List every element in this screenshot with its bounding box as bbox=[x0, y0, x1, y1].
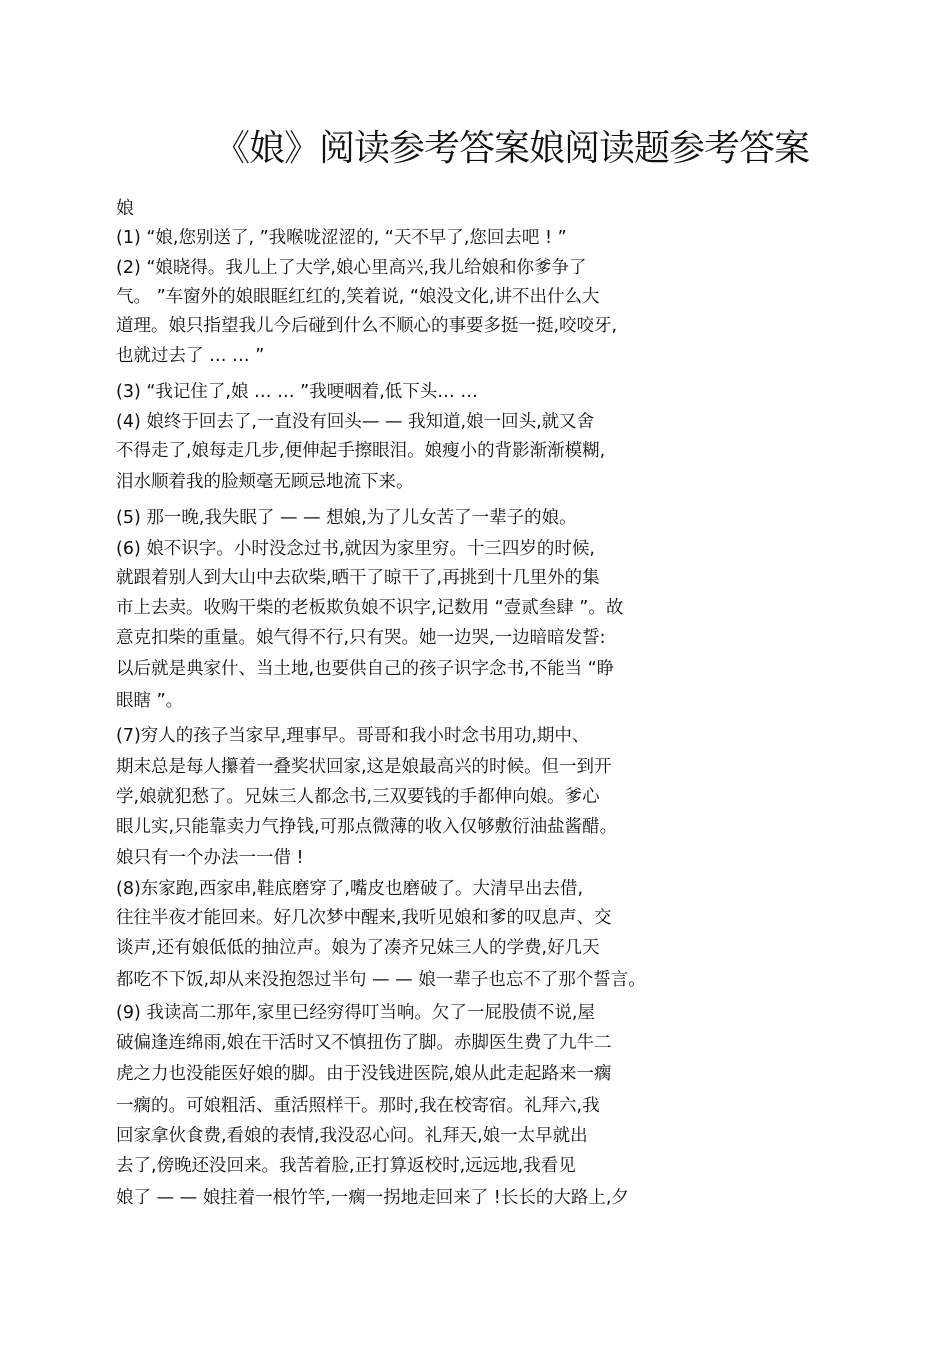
text-line: (3) “我记住了,娘 … … ”我哽咽着,低下头… … bbox=[116, 382, 478, 402]
text-line: 一瘸的。可娘粗活、重活照样干。那时,我在校寄宿。礼拜六,我 bbox=[116, 1096, 600, 1116]
section-heading: 娘 bbox=[116, 198, 134, 219]
text-line: 虎之力也没能医好娘的脚。由于没钱进医院,娘从此走起路来一瘸 bbox=[116, 1064, 612, 1084]
text-line: (2) “娘晓得。我儿上了大学,娘心里高兴,我儿给娘和你爹争了 bbox=[116, 258, 587, 278]
text-line: 娘了 — — 娘拄着一根竹竿,一瘸一拐地走回来了 !长长的大路上,夕 bbox=[116, 1188, 629, 1208]
text-line: 往往半夜才能回来。好几次梦中醒来,我听见娘和爹的叹息声、交 bbox=[116, 908, 612, 928]
text-line: 意克扣柴的重量。娘气得不行,只有哭。她一边哭,一边暗暗发誓: bbox=[116, 628, 606, 648]
text-line: 也就过去了 … … ” bbox=[116, 346, 265, 366]
text-line: 道理。娘只指望我儿今后碰到什么不顺心的事要多挺一挺,咬咬牙, bbox=[116, 316, 618, 336]
text-line: 就跟着别人到大山中去砍柴,晒干了晾干了,再挑到十几里外的集 bbox=[116, 568, 600, 588]
text-line: (8)东家跑,西家串,鞋底磨穿了,嘴皮也磨破了。大清早出去借, bbox=[116, 879, 584, 899]
text-line: 破偏逢连绵雨,娘在干活时又不慎扭伤了脚。赤脚医生费了九牛二 bbox=[116, 1033, 612, 1053]
text-line: 期末总是每人攥着一叠奖状回家,这是娘最高兴的时候。但一到开 bbox=[116, 757, 612, 777]
text-line: (6) 娘不识字。小时没念过书,就因为家里穷。十三四岁的时候, bbox=[116, 539, 595, 559]
text-line: 回家拿伙食费,看娘的表情,我没忍心问。礼拜天,娘一太早就出 bbox=[116, 1126, 588, 1146]
text-line: (5) 那一晚,我失眠了 — — 想娘,为了儿女苦了一辈子的娘。 bbox=[116, 508, 577, 528]
text-line: (7)穷人的孩子当家早,理事早。哥哥和我小时念书用功,期中、 bbox=[116, 726, 590, 746]
text-line: 气。 ”车窗外的娘眼眶红红的,笑着说, “娘没文化,讲不出什么大 bbox=[116, 287, 600, 307]
text-line: (9) 我读高二那年,家里已经穷得叮当响。欠了一屁股债不说,屋 bbox=[116, 1003, 595, 1023]
document-title: 《娘》阅读参考答案娘阅读题参考答案 bbox=[214, 128, 810, 169]
text-line: 眼儿实,只能靠卖力气挣钱,可那点微薄的收入仅够敷衍油盐酱醋。 bbox=[116, 817, 618, 837]
text-line: 去了,傍晚还没回来。我苦着脸,正打算返校时,远远地,我看见 bbox=[116, 1156, 576, 1176]
text-line: 学,娘就犯愁了。兄妹三人都念书,三双要钱的手都伸向娘。爹心 bbox=[116, 787, 600, 807]
text-line: 泪水顺着我的脸颊毫无顾忌地流下来。 bbox=[116, 472, 414, 492]
text-line: 市上去卖。收购干柴的老板欺负娘不识字,记数用 “壹贰叁肆 ”。故 bbox=[116, 598, 624, 618]
text-line: (1) “娘,您别送了, ”我喉咙涩涩的, “天不早了,您回去吧 ! ” bbox=[116, 228, 567, 248]
text-line: 以后就是典家什、当土地,也要供自己的孩子识字念书,不能当 “睁 bbox=[116, 659, 615, 679]
text-line: 娘只有一个办法一一借 ! bbox=[116, 848, 304, 868]
text-line: 眼瞎 ”。 bbox=[116, 691, 184, 711]
text-line: 都吃不下饭,却从来没抱怨过半句 — — 娘一辈子也忘不了那个誓言。 bbox=[116, 970, 646, 990]
text-line: 谈声,还有娘低低的抽泣声。娘为了凑齐兄妹三人的学费,好几天 bbox=[116, 938, 600, 958]
text-line: 不得走了,娘每走几步,便伸起手擦眼泪。娘瘦小的背影渐渐模糊, bbox=[116, 441, 606, 461]
text-line: (4) 娘终于回去了,一直没有回头— — 我知道,娘一回头,就又舍 bbox=[116, 412, 595, 432]
